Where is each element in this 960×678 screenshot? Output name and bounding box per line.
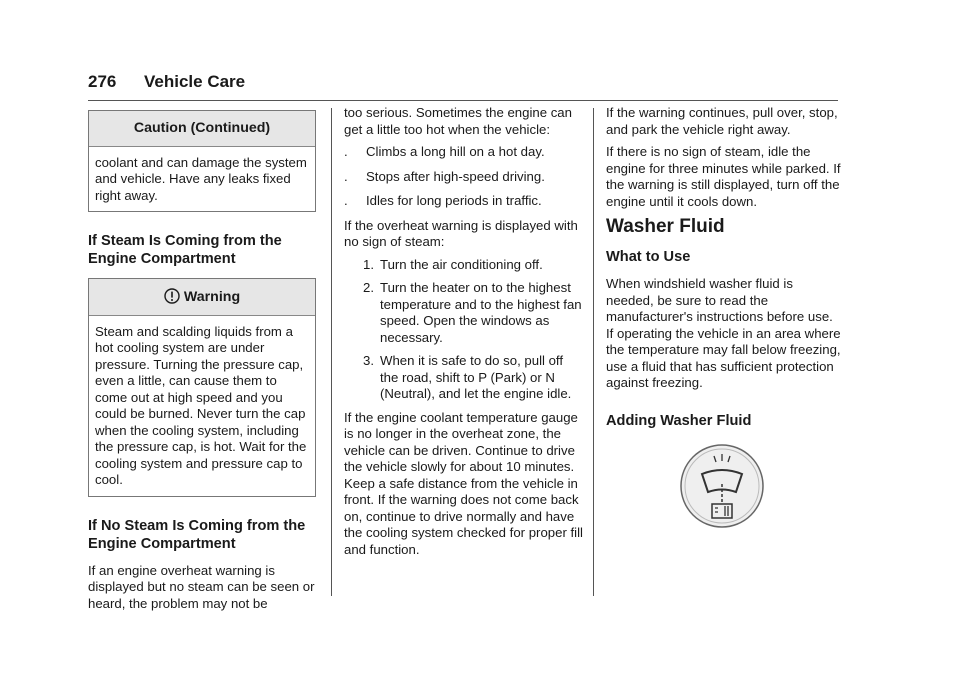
no-steam-continued: too serious. Sometimes the engine can get a little too hot when the vehicle: — [344, 105, 572, 137]
step-number: 1. — [363, 256, 374, 272]
what-to-use-text: When windshield washer fluid is needed, be sure to read the manufacturer's instructions before use. If operating the vehicle in an area where the temperature may fall below freezing, use a fluid that has sufficient protection against freezing. — [606, 276, 841, 390]
bullet-text: Stops after high-speed driving. — [366, 168, 545, 184]
page-header — [88, 70, 838, 101]
step-text: Turn the heater on to the highest temperature and to the highest fan speed. Open the windows as necessary. — [380, 280, 582, 345]
adding-washer-fluid-heading: Adding Washer Fluid — [606, 412, 752, 429]
column-divider — [593, 108, 594, 596]
list-item — [344, 280, 584, 346]
bullet-text: Climbs a long hill on a hot day. — [366, 144, 545, 159]
step-number: 3. — [363, 353, 374, 368]
warning-header — [89, 279, 315, 316]
bullet-symbol: . — [344, 144, 348, 159]
steam-heading: If Steam Is Coming from the Engine Compartment — [88, 233, 282, 267]
caution-box — [88, 110, 316, 212]
coolant-paragraph: If the engine coolant temperature gauge is no longer in the overheat zone, the vehicle can be driven. Continue to drive the vehicle slowly for about 10 minutes. Keep a safe distance from the vehicle in front. If the warning does not come back on, continue to drive normally and have the cooling system checked for proper fill and function. — [344, 409, 583, 557]
step-text: Turn the air conditioning off. — [380, 256, 543, 272]
bullet-symbol: . — [344, 168, 348, 184]
list-item — [344, 257, 584, 274]
list-item — [344, 169, 584, 186]
list-item — [344, 353, 584, 403]
caution-title: Caution (Continued) — [89, 111, 315, 147]
steps-list — [344, 257, 584, 403]
washer-fluid-heading: Washer Fluid — [606, 216, 725, 237]
no-steam-heading: If No Steam Is Coming from the Engine Compartment — [88, 517, 306, 552]
what-to-use-heading: What to Use — [606, 249, 691, 265]
column-1 — [88, 105, 316, 618]
no-steam-idle-paragraph: If there is no sign of steam, idle the engine for three minutes while parked. If the warning is still displayed, turn off the engine until it cools down. — [606, 144, 841, 209]
warning-box — [88, 278, 316, 497]
column-divider — [331, 108, 332, 596]
list-item — [344, 144, 584, 161]
warning-icon — [164, 288, 180, 304]
no-steam-intro: If an engine overheat warning is displayed but no steam can be seen or heard, the problem may not be — [88, 562, 315, 611]
washer-fluid-cap-icon — [678, 442, 766, 530]
warning-continues-paragraph: If the warning continues, pull over, stop, and park the vehicle right away. — [606, 105, 838, 137]
warning-title: Warning — [183, 289, 241, 305]
caution-text: coolant and can damage the system and vehicle. Have any leaks fixed right away. — [95, 154, 307, 203]
bullet-symbol: . — [344, 193, 348, 208]
steps-intro: If the overheat warning is displayed with no sign of steam: — [344, 217, 578, 249]
list-item — [344, 193, 584, 210]
section-title: Vehicle Care — [144, 72, 246, 91]
column-2 — [344, 105, 584, 564]
page-number: 276 — [88, 72, 117, 91]
step-text: When it is safe to do so, pull off the road, shift to P (Park) or N (Neutral), and let the engine idle. — [380, 353, 572, 401]
warning-text: Steam and scalding liquids from a hot cooling system are under pressure. Turning the pressure cap, even a little, can cause them to come out at high speed and you could be burned. Never turn the cap when the cooling system, including the pressure cap, is hot. Wait for the cooling system and pressure cap to cool. — [95, 323, 307, 487]
bullet-text: Idles for long periods in traffic. — [366, 193, 542, 208]
bullet-list — [344, 144, 584, 210]
step-number: 2. — [363, 280, 374, 295]
column-3 — [606, 105, 842, 530]
